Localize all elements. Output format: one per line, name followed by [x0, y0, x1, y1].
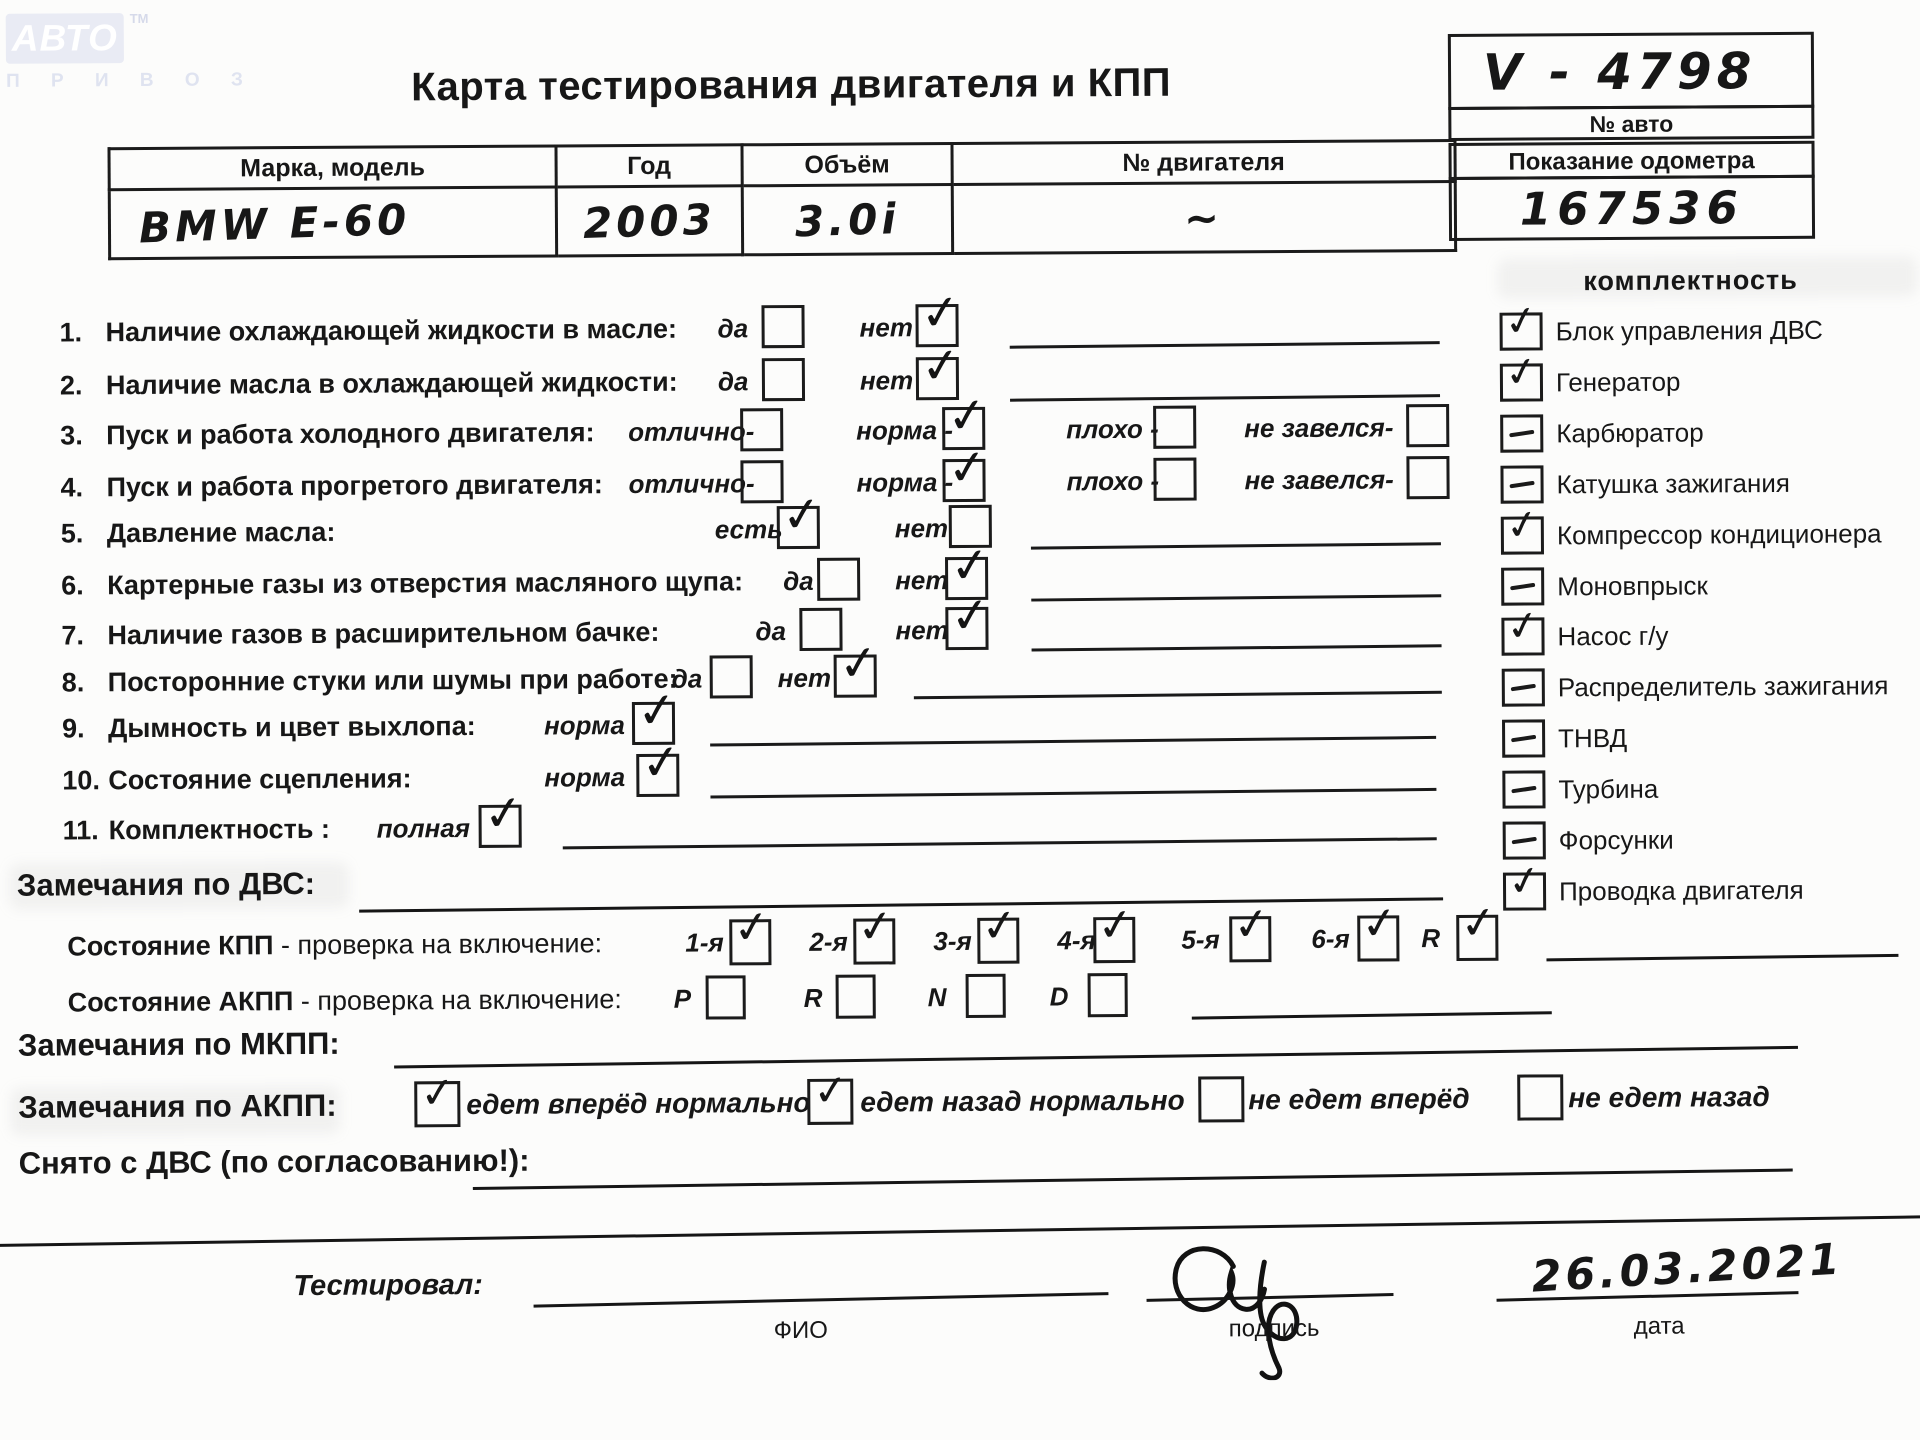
- completeness-item: [1502, 766, 1920, 813]
- date-value: 26.03.2021: [1530, 1234, 1845, 1303]
- checklist-row: [0, 535, 1459, 611]
- option-label: не завелся-: [1244, 412, 1394, 444]
- odometer-value: 167536: [1449, 175, 1815, 241]
- vehicle-value-cell: [952, 181, 1455, 253]
- completeness-label: Моновпрыск: [1557, 570, 1708, 602]
- dash-mark: [1509, 430, 1534, 438]
- completeness-label: Распределитель зажигания: [1557, 670, 1889, 703]
- checkmark-icon: ✓: [944, 385, 991, 447]
- gear-label: N: [927, 982, 947, 1013]
- handwritten-value: BMW E-60: [138, 194, 412, 253]
- option-label: не завелся-: [1244, 464, 1394, 496]
- checkbox-checked: [1500, 295, 1543, 350]
- completeness-label: Компрессор кондиционера: [1556, 518, 1882, 551]
- item-label: Давление масла:: [106, 516, 336, 549]
- akpp-option-label: не едет назад: [1568, 1081, 1770, 1114]
- gear-label: D: [1049, 981, 1069, 1012]
- akpp-option-label: не едет вперёд: [1248, 1082, 1470, 1116]
- dvs-remarks-line: [359, 897, 1443, 912]
- completeness-item: [1501, 600, 1919, 660]
- checkbox-checked: [1503, 855, 1546, 910]
- checkbox-empty: [1153, 406, 1196, 449]
- gear-label: 2-я: [809, 926, 848, 957]
- completeness-item: [1500, 346, 1918, 406]
- gear-label: 1-я: [685, 927, 724, 958]
- completeness-label: Форсунки: [1558, 824, 1674, 856]
- tested-by-label: Тестировал:: [293, 1268, 484, 1303]
- checkbox-empty: [740, 408, 783, 451]
- item-number: 10.: [62, 765, 100, 796]
- checkmark-icon: ✓: [418, 1066, 458, 1119]
- completeness-item: [1501, 499, 1919, 559]
- checkmark-icon: ✓: [944, 437, 991, 499]
- checkmark-icon: ✓: [1502, 600, 1544, 653]
- checkbox-checked: [636, 732, 685, 797]
- auto-number-value: V - 4798: [1448, 32, 1814, 110]
- dash-mark: [1510, 583, 1535, 591]
- item-number: 8.: [61, 667, 85, 698]
- checkbox-checked: [1229, 897, 1274, 962]
- checkmark-icon: ✓: [1504, 855, 1546, 908]
- handwritten-value: 3.0i: [794, 193, 901, 246]
- option-label: нет: [895, 565, 949, 596]
- odometer-label: Показание одометра: [1448, 141, 1814, 180]
- checkmark-icon: ✓: [1500, 295, 1542, 348]
- completeness-item: [1503, 817, 1920, 864]
- checkbox-checked: [942, 437, 991, 502]
- item-label: Дымность и цвет выхлопа:: [107, 710, 476, 744]
- checkmark-icon: ✓: [1230, 897, 1274, 953]
- option-label: нет: [895, 615, 949, 646]
- page-title: Карта тестирования двигателя и КПП: [411, 60, 1172, 110]
- item-number: 9.: [61, 713, 85, 744]
- mkpp-remarks-label: Замечания по МКПП:: [17, 1025, 340, 1063]
- checkbox-dash: [1503, 821, 1546, 859]
- option-label: норма: [544, 762, 626, 793]
- checkbox-checked: [777, 484, 825, 549]
- item-label: Пуск и работа холодного двигателя:: [106, 417, 595, 451]
- item-label: Пуск и работа прогретого двигателя:: [106, 469, 603, 503]
- option-label: нет: [777, 662, 832, 694]
- option-label: плохо -: [1066, 413, 1159, 445]
- dash-mark: [1509, 481, 1534, 489]
- akpp-line: [1192, 1011, 1552, 1019]
- signature: [1155, 1229, 1376, 1380]
- option-label: норма -: [856, 415, 954, 446]
- vehicle-table-value-row: [109, 181, 1455, 258]
- checkbox-empty: [1406, 456, 1449, 499]
- checkbox-dash: [1502, 668, 1545, 706]
- akpp-remarks-label: Замечания по АКПП:: [18, 1087, 337, 1125]
- kpp-state-label-bold: Состояние КПП: [67, 930, 274, 962]
- checkmark-icon: ✓: [1501, 346, 1543, 399]
- checkbox-dash: [1500, 414, 1543, 452]
- completeness-item: [1502, 715, 1920, 762]
- item-label: Состояние сцепления:: [108, 763, 412, 796]
- checkmark-icon: ✓: [638, 732, 685, 793]
- vehicle-value-cell: [556, 186, 742, 256]
- handwritten-value: ~: [1183, 192, 1225, 243]
- option-label: норма: [543, 710, 625, 741]
- checkbox-checked: [729, 900, 774, 965]
- logo-tm: TM: [129, 10, 149, 27]
- option-label: нет: [859, 312, 913, 343]
- checkmark-icon: ✓: [633, 680, 681, 741]
- logo-text-bottom: П Р И В О З: [6, 69, 256, 92]
- checkbox-empty: [1406, 404, 1449, 447]
- brand-logo: [6, 10, 256, 93]
- akpp-option-label: едет назад нормально: [860, 1084, 1185, 1118]
- gear-label: R: [803, 982, 823, 1013]
- checkbox-checked: [1501, 499, 1544, 554]
- option-label: да: [755, 616, 787, 647]
- vehicle-column-header: Объём: [742, 144, 952, 186]
- checkbox-checked: [853, 899, 898, 964]
- dash-mark: [1511, 684, 1536, 692]
- gear-label: R: [1421, 923, 1441, 954]
- checkbox-empty: [836, 975, 876, 1019]
- item-number: 1.: [59, 317, 83, 348]
- completeness-item: [1500, 461, 1918, 508]
- option-label: отлично-: [628, 468, 755, 500]
- option-label: отлично-: [628, 416, 755, 448]
- checklist-row: [1, 783, 1461, 856]
- option-label: есть: [714, 514, 783, 545]
- completeness-label: Катушка зажигания: [1556, 467, 1791, 500]
- checkbox-dash: [1502, 719, 1545, 757]
- answer-line: [710, 736, 1436, 747]
- dvs-remarks-label: Замечания по ДВС:: [16, 865, 316, 903]
- checkbox-empty: [1088, 973, 1128, 1017]
- vehicle-column-header: Марка, модель: [109, 146, 556, 190]
- checkbox-checked: [1456, 895, 1501, 961]
- checkbox-empty: [706, 975, 746, 1019]
- completeness-label: ТНВД: [1558, 722, 1628, 754]
- checkmark-icon: ✓: [778, 484, 825, 546]
- item-number: 7.: [61, 620, 85, 651]
- checkmark-icon: ✓: [480, 783, 527, 844]
- vehicle-table: [107, 139, 1457, 260]
- signature-label: подпись: [1228, 1314, 1320, 1343]
- option-label: норма -: [856, 467, 954, 498]
- checkbox-checked: [807, 1064, 853, 1125]
- checklist-row: [0, 283, 1458, 358]
- completeness-item: [1502, 664, 1920, 711]
- mkpp-remarks-line: [394, 1046, 1798, 1069]
- gear-label: 5-я: [1181, 924, 1220, 955]
- completeness-item: [1500, 295, 1918, 355]
- checkbox-dash: [1500, 465, 1543, 503]
- checkmark-icon: ✓: [1501, 499, 1544, 552]
- answer-line: [563, 837, 1437, 849]
- dash-mark: [1511, 786, 1536, 794]
- item-label: Посторонние стуки или шумы при работе:: [107, 663, 678, 698]
- vehicle-value-cell: [742, 185, 952, 255]
- item-label: Комплектность :: [108, 813, 330, 846]
- option-label: нет: [859, 365, 914, 396]
- checkbox-empty: [817, 558, 860, 601]
- checkbox-empty: [761, 305, 804, 348]
- checkbox-empty: [1198, 1076, 1244, 1122]
- checklist-row: [0, 732, 1460, 806]
- fio-line: [534, 1292, 1109, 1308]
- checklist-row: [0, 336, 1458, 411]
- option-label: да: [717, 313, 749, 344]
- checkbox-checked: [977, 898, 1022, 964]
- answer-line: [1010, 341, 1440, 349]
- checkbox-empty: [1517, 1074, 1563, 1120]
- checkbox-empty: [710, 655, 753, 698]
- checkmark-icon: ✓: [1457, 895, 1501, 951]
- option-label: да: [783, 565, 814, 597]
- completeness-label: Турбина: [1558, 773, 1659, 805]
- checkbox-checked: [1500, 346, 1543, 401]
- dash-mark: [1512, 837, 1537, 845]
- kpp-state-label: [67, 918, 602, 971]
- checkmark-icon: ✓: [854, 899, 898, 955]
- checkbox-empty: [740, 460, 783, 503]
- akpp-remark-options: [2, 1064, 1920, 1140]
- checkbox-checked: [1093, 897, 1138, 963]
- checkbox-dash: [1501, 567, 1544, 605]
- item-label: Наличие масла в охлаждающей жидкости:: [105, 366, 678, 401]
- akpp-state-label: [68, 974, 622, 1027]
- auto-number-label: № авто: [1448, 105, 1814, 141]
- item-number: 6.: [61, 570, 84, 601]
- completeness-label: Генератор: [1555, 366, 1681, 398]
- completeness-item: [1500, 410, 1918, 457]
- checkmark-icon: ✓: [947, 585, 994, 646]
- checkbox-checked: [1357, 896, 1402, 961]
- akpp-option-label: едет вперёд нормально: [466, 1086, 811, 1121]
- answer-line: [1010, 394, 1440, 402]
- checkbox-empty: [966, 974, 1006, 1018]
- logo-text-top: АВТО: [6, 13, 124, 64]
- checkbox-checked: [834, 633, 882, 698]
- checkbox-checked: [414, 1066, 460, 1127]
- completeness-label: Насос г/у: [1557, 620, 1669, 652]
- completeness-header: комплектность: [1583, 264, 1798, 297]
- completeness-item: [1501, 563, 1919, 610]
- vehicle-value-cell: [109, 187, 556, 259]
- checkmark-icon: ✓: [1358, 896, 1402, 952]
- option-label: плохо -: [1066, 465, 1160, 497]
- answer-line: [1031, 542, 1441, 549]
- gear-label: 4-я: [1057, 925, 1096, 956]
- dash-mark: [1511, 735, 1536, 743]
- item-number: 2.: [59, 370, 83, 401]
- item-number: 3.: [60, 420, 83, 451]
- completeness-label: Проводка двигателя: [1558, 874, 1804, 907]
- checkbox-checked: [479, 783, 527, 848]
- vehicle-id-box: [1448, 35, 1815, 241]
- akpp-state-label-rest: - проверка на включение:: [293, 984, 622, 1017]
- fio-label: ФИО: [773, 1316, 828, 1345]
- checkmark-icon: ✓: [947, 535, 994, 596]
- checkbox-empty: [1153, 458, 1196, 501]
- kpp-state-label-rest: - проверка на включение:: [273, 928, 603, 961]
- completeness-label: Блок управления ДВС: [1555, 314, 1823, 347]
- gear-label: 3-я: [933, 925, 972, 957]
- vehicle-column-header: Год: [556, 145, 742, 187]
- kpp-line: [1546, 954, 1898, 962]
- removed-line: [473, 1169, 1793, 1190]
- option-label: да: [717, 366, 749, 397]
- checkmark-icon: ✓: [730, 900, 774, 956]
- item-number: 4.: [60, 472, 84, 503]
- item-label: Наличие газов в расширительном бачке:: [107, 616, 660, 651]
- akpp-state-label-bold: Состояние АКПП: [67, 986, 294, 1018]
- checkmark-icon: ✓: [917, 336, 965, 397]
- removed-from-engine-label: Снято с ДВС (по согласованию!):: [18, 1142, 530, 1181]
- answer-line: [1031, 594, 1441, 601]
- checkmark-icon: ✓: [978, 898, 1022, 954]
- checkbox-checked: [945, 585, 994, 650]
- item-label: Картерные газы из отверстия масляного щупа:: [107, 566, 744, 601]
- checkbox-empty: [762, 358, 805, 401]
- checkbox-dash: [1502, 770, 1545, 808]
- checkmark-icon: ✓: [835, 633, 882, 694]
- option-label: нет: [894, 513, 949, 544]
- completeness-label: Карбюратор: [1556, 417, 1704, 449]
- checkmark-icon: ✓: [1094, 897, 1138, 954]
- checkmark-icon: ✓: [917, 283, 964, 344]
- option-label: да: [671, 663, 703, 694]
- item-number: 11.: [62, 815, 99, 846]
- checklist-row: [0, 385, 1458, 461]
- checkmark-icon: ✓: [811, 1064, 851, 1117]
- item-number: 5.: [60, 518, 84, 549]
- option-label: полная: [376, 812, 471, 844]
- gear-label: 6-я: [1311, 923, 1350, 954]
- gear-label: P: [673, 983, 692, 1014]
- footer-divider-line: [0, 1215, 1920, 1247]
- checkbox-checked: [1501, 600, 1544, 655]
- date-label: дата: [1633, 1312, 1685, 1340]
- vehicle-column-header: № двигателя: [952, 140, 1455, 184]
- completeness-item: [1503, 855, 1920, 915]
- handwritten-value: 2003: [582, 194, 717, 248]
- item-label: Наличие охлаждающей жидкости в масле:: [105, 313, 678, 348]
